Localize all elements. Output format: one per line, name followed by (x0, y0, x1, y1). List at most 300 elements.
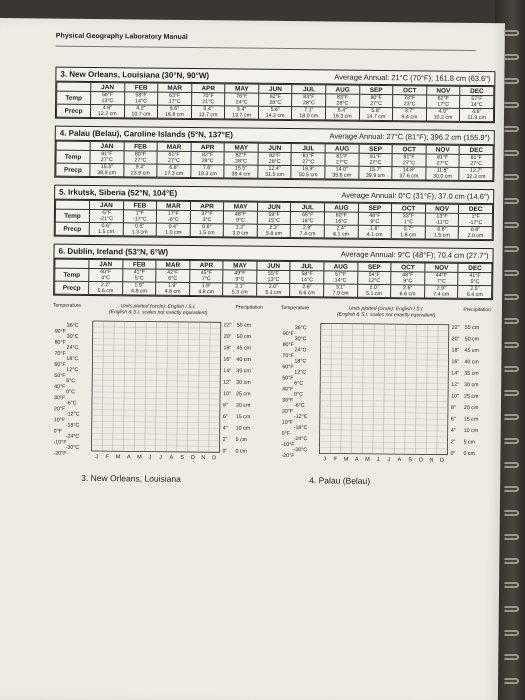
month-initial: A (354, 456, 359, 463)
temp-f: 81°F (369, 153, 382, 160)
temp-cell (460, 95, 494, 108)
month-header: JUL (291, 203, 325, 212)
temp-tick-c: -12°C (65, 411, 80, 418)
temp-c: 5°C (134, 275, 144, 282)
temp-cell (124, 151, 158, 164)
temp-c: 12°C (368, 277, 381, 284)
precip-cm: 10.7 cm (131, 111, 151, 118)
temp-cell (257, 270, 291, 283)
station-name: 5. Irkutsk, Siberia (52°N, 104°E) (59, 187, 178, 198)
temp-f: 57°F (471, 95, 483, 103)
precip-in: 12.7" (469, 167, 483, 175)
temp-cell (391, 272, 425, 285)
temp-c: 14°C (301, 277, 313, 284)
temp-c: 28°C (268, 158, 281, 165)
precip-cm: 6.4 cm (466, 291, 483, 299)
temp-tick-f: 20°F (53, 406, 66, 413)
temp-f: 37°F (201, 211, 213, 218)
spiral-ring (503, 294, 519, 300)
temp-f: 70°F (202, 93, 214, 100)
temp-f: 81°F (470, 154, 482, 162)
temp-tick-c: -6°C (65, 400, 77, 407)
precip-in: 2.6" (403, 285, 413, 292)
precip-tick-in: 14" (223, 368, 232, 375)
precip-tick-cm: 35 cm (464, 370, 479, 377)
temp-f: -5°F (101, 210, 112, 217)
precip-in: 2.4" (336, 225, 346, 232)
month-header: AUG (326, 85, 360, 94)
precip-tick-cm: 55 cm (464, 324, 480, 332)
spiral-ring (503, 486, 519, 492)
precip-cell (89, 281, 123, 294)
temp-c: -11°C (435, 219, 449, 226)
month-header: NOV (426, 145, 460, 154)
temp-c: 23°C (403, 101, 416, 108)
temp-row-label: Temp (55, 209, 89, 222)
precip-cell (325, 107, 359, 120)
temp-c: -21°C (99, 216, 114, 223)
precip-cm: 2.0 cm (467, 232, 484, 240)
temp-tick-f: 50°F (282, 375, 294, 382)
temp-tick-f: -10°F (53, 439, 67, 446)
month-initial: M (365, 456, 370, 463)
month-header: NOV (426, 86, 460, 95)
temp-f: 57°F (335, 271, 347, 278)
temp-cell (122, 269, 156, 282)
temp-tick-f: 60°F (282, 364, 294, 371)
month-header: MAR (157, 142, 191, 151)
spiral-ring (503, 390, 519, 396)
temp-cell (290, 271, 324, 284)
precip-cm: 37.6 cm (399, 173, 419, 180)
temp-tick-c: -6°C (293, 402, 305, 409)
station-table (53, 244, 494, 301)
temp-tick-f: 10°F (281, 419, 294, 426)
spiral-ring (503, 174, 519, 180)
precip-in: 9.4" (135, 164, 145, 171)
precip-tick-in: 10" (223, 391, 231, 398)
precip-cm: 6.6 cm (399, 291, 416, 298)
temp-f: 65°F (302, 212, 314, 219)
spiral-ring (503, 510, 519, 516)
month-header: JUN (258, 143, 292, 152)
temp-c: 27°C (302, 159, 315, 166)
month-header: FEB (123, 201, 157, 210)
temp-c: 1°C (403, 219, 413, 226)
month-initial: N (201, 455, 206, 462)
precip-tick-in: 6" (450, 416, 456, 423)
temp-tick-c: 36°C (294, 325, 307, 332)
precip-in: 1.9" (167, 282, 178, 289)
temp-c: 27°C (403, 160, 415, 167)
temp-f: 83°F (336, 94, 349, 101)
precip-cell (460, 108, 494, 121)
precip-in: 19.9" (302, 166, 315, 173)
temp-f: 41°F (133, 269, 145, 276)
precip-cm: 7.4 cm (299, 231, 316, 238)
precip-cm: 1.5 cm (98, 229, 115, 236)
precip-tick-cm: 40 cm (464, 359, 479, 366)
precip-cell (359, 107, 393, 120)
temp-f: 42°F (167, 269, 179, 276)
climograph-row (51, 303, 493, 488)
precip-cm: 39.4 cm (231, 171, 251, 178)
temp-f: 40°F (99, 269, 112, 276)
temp-tick-c: 12°C (294, 369, 307, 376)
climograph-grid[interactable] (279, 319, 491, 471)
precip-cm: 5.8 cm (265, 230, 282, 237)
station-name: 6. Dublin, Ireland (53°N, 6°W) (58, 246, 169, 257)
month-header: JUL (292, 85, 326, 94)
precip-in: 0.8" (470, 226, 481, 234)
precip-cm: 3.0 cm (232, 230, 249, 237)
precip-tick-cm: 40 cm (236, 356, 251, 364)
temp-c: 21°C (202, 99, 215, 106)
temp-f: 48°F (234, 211, 247, 218)
precip-in: 0.6" (101, 223, 111, 230)
temp-cell (393, 95, 427, 108)
spiral-ring (503, 222, 519, 228)
precip-tick-in: 18" (451, 347, 460, 354)
precip-cell (90, 163, 124, 176)
month-header: SEP (359, 85, 393, 94)
precip-tick-in: 12" (223, 379, 232, 386)
climate-table (55, 200, 493, 241)
temp-tick-c: -30°C (293, 447, 308, 454)
temp-cell (392, 154, 426, 167)
temp-c: 27°C (370, 100, 382, 108)
temp-f: 82°F (269, 152, 281, 159)
precip-cm: 10.2 cm (433, 114, 453, 121)
temp-cell (257, 211, 291, 224)
precip-cell (325, 166, 359, 179)
precip-cell (258, 106, 292, 119)
precip-cell (393, 108, 427, 121)
temp-f: 49°F (234, 270, 246, 277)
precip-tick-cm: 50 cm (464, 336, 480, 343)
temp-tick-c: 36°C (66, 322, 79, 329)
precip-cm: 14.7 cm (366, 113, 386, 121)
month-initial: A (126, 454, 131, 461)
temp-f: 60°F (335, 212, 347, 219)
station-table (54, 126, 495, 183)
month-header: FEB (124, 142, 158, 151)
temp-c: 17°C (437, 101, 450, 108)
precip-cm: 17.3 cm (164, 170, 184, 177)
station-table (54, 185, 495, 242)
precip-in: 1.2" (235, 224, 246, 231)
precip-tick-in: 0" (222, 448, 228, 455)
spiral-ring (503, 318, 519, 324)
precip-in: 6.8" (169, 164, 179, 171)
precip-cell (358, 166, 392, 179)
temp-f: 55°F (267, 270, 280, 277)
precip-tick-cm: 0 cm (463, 450, 475, 457)
precip-tick-in: 2" (450, 439, 456, 446)
temp-c: 28°C (302, 100, 315, 107)
temp-cell (392, 213, 426, 226)
month-header: MAY (223, 261, 257, 270)
station-name: 3. New Orleans, Louisiana (30°N, 90°W) (60, 69, 210, 81)
precip-cm: 1.0 cm (165, 229, 182, 236)
month-header: MAR (157, 201, 191, 210)
spiral-ring (503, 126, 519, 132)
station-table (55, 67, 496, 124)
temp-c: 13°C (267, 276, 280, 283)
precip-tick-in: 0" (450, 450, 456, 457)
temp-f: 80°F (370, 94, 382, 102)
temp-cell (426, 95, 460, 108)
temp-cell (459, 154, 493, 167)
temp-f: 73°F (404, 95, 416, 102)
precip-tick-in: 10" (451, 393, 459, 400)
manual-header: Physical Geography Laboratory Manual (56, 33, 476, 51)
temp-cell (190, 211, 224, 224)
month-header: SEP (357, 262, 391, 271)
temp-c: 27°C (167, 157, 180, 164)
precip-tick-in: 4" (222, 425, 228, 432)
precip-cm: 13.7 cm (232, 112, 252, 119)
month-initial: O (418, 457, 423, 464)
temp-f: 44°F (435, 272, 448, 279)
temp-f: 48°F (402, 272, 414, 279)
temp-f: 33°F (402, 213, 415, 220)
temp-c: 28°C (336, 100, 349, 107)
precip-tick-cm: 20 cm (235, 402, 251, 409)
precip-cell (157, 164, 191, 177)
temp-cell (357, 271, 391, 284)
precip-cell (89, 222, 123, 235)
precip-cell (256, 283, 290, 296)
precip-cell (424, 285, 458, 298)
precip-cm: 7.9 cm (332, 290, 349, 297)
temp-c: 17°C (168, 98, 181, 105)
spiral-ring (503, 30, 519, 36)
month-initial: F (333, 456, 338, 463)
precip-cell (459, 167, 493, 180)
spiral-ring (503, 558, 519, 564)
temp-c: 27°C (335, 159, 348, 166)
precip-in: 2.5" (470, 285, 480, 293)
temp-c: 9°C (236, 217, 245, 224)
precip-cm: 4.1 cm (366, 231, 383, 239)
temp-tick-f: 30°F (53, 395, 66, 402)
precip-cm: 7.4 cm (433, 291, 450, 298)
precip-cm: 6.6 cm (298, 290, 315, 297)
climograph-grid[interactable] (51, 317, 263, 469)
precip-cell (459, 226, 493, 239)
temp-tick-f: 90°F (282, 330, 294, 338)
precip-tick-in: 22" (223, 322, 232, 329)
precip-cm: 9.4 cm (401, 114, 418, 121)
temp-c: 28°C (235, 158, 248, 165)
precip-row-label: Precp (56, 163, 90, 176)
temp-cell (91, 91, 125, 104)
temperature-axis-header: Temperature (52, 302, 82, 309)
precip-cell (290, 284, 324, 297)
spiral-ring (503, 342, 519, 348)
precip-cm: 39.9 cm (365, 172, 385, 180)
temp-c: 27°C (369, 159, 382, 167)
precip-cell (258, 165, 292, 178)
temp-c: 27°C (134, 157, 147, 164)
temp-f: 81°F (436, 154, 449, 161)
month-initial: A (169, 454, 174, 461)
precip-cell (156, 223, 190, 236)
precip-in: 1.9" (201, 283, 211, 290)
spiral-ring (503, 534, 519, 540)
month-initial: M (115, 454, 121, 461)
temp-cell (324, 212, 358, 225)
precip-cell (425, 226, 459, 239)
precip-cm: 4.8 cm (164, 288, 181, 295)
precip-cm: 14.2 cm (265, 112, 285, 119)
month-initial: D (440, 457, 445, 464)
precip-in: 6.4" (337, 107, 348, 114)
precip-cm: 38.9 cm (97, 170, 117, 177)
precip-in: 6.6" (169, 105, 180, 112)
precip-tick-in: 18" (223, 345, 232, 352)
temp-c: 9°C (403, 278, 413, 285)
precip-cell (224, 224, 258, 237)
precip-cell (191, 165, 225, 178)
temp-cell (89, 209, 123, 222)
precip-in: 5.6" (270, 106, 280, 113)
month-initial: A (397, 457, 402, 464)
precip-tick-cm: 45 cm (464, 347, 480, 354)
spiral-ring (503, 102, 519, 108)
precip-cm: 23.9 cm (130, 170, 150, 177)
temp-cell (223, 270, 257, 283)
climograph-caption: 4. Palau (Belau) (309, 475, 371, 486)
month-initial: D (212, 455, 217, 462)
precip-cell (324, 284, 358, 297)
precip-cell (458, 285, 492, 298)
temp-cell (458, 272, 492, 285)
precip-in: 2.2" (100, 282, 111, 289)
precip-cell (122, 282, 156, 295)
precip-cm: 6.1 cm (333, 231, 350, 238)
climograph-palau (279, 305, 491, 487)
spiral-ring (503, 678, 519, 684)
temp-c: 6°C (168, 275, 178, 282)
temp-tick-c: 6°C (294, 380, 304, 387)
month-initial: M (137, 454, 142, 461)
precip-in: 0.6" (437, 226, 447, 233)
temp-tick-f: 70°F (282, 353, 294, 360)
temp-cell (426, 154, 460, 167)
precip-tick-cm: 5 cm (235, 437, 248, 444)
precip-tick-cm: 5 cm (463, 439, 476, 446)
month-header: FEB (122, 260, 156, 269)
spiral-ring (503, 654, 519, 660)
precip-in: 5.4" (236, 106, 247, 113)
temp-f: 45°F (200, 270, 213, 277)
spiral-ring (503, 198, 519, 204)
precip-tick-cm: 25 cm (236, 391, 251, 398)
temp-f: 62°F (437, 95, 449, 102)
precip-tick-in: 16" (451, 359, 460, 366)
temp-f: 82°F (269, 93, 282, 100)
temp-tick-f: 20°F (281, 408, 294, 415)
temp-c: 28°C (269, 99, 282, 106)
precip-tick-cm: 15 cm (463, 416, 479, 423)
temp-c: 13°C (101, 98, 114, 105)
month-header: SEP (358, 203, 392, 212)
workbook-page (0, 18, 505, 700)
precip-in: 2.6" (302, 284, 312, 291)
month-header: JAN (90, 141, 124, 150)
temp-tick-f: 60°F (54, 361, 66, 368)
precip-in: 4.2" (136, 105, 146, 112)
temp-tick-c: -24°C (65, 433, 80, 440)
precip-tick-in: 4" (450, 427, 456, 434)
precip-cell (291, 166, 325, 179)
precip-cm: 4.8 cm (131, 288, 147, 295)
climograph-caption: 3. New Orleans, Louisiana (81, 472, 181, 484)
precip-tick-cm: 15 cm (235, 414, 251, 421)
temp-cell (292, 94, 326, 107)
temp-f: 81°F (302, 153, 314, 160)
month-header: FEB (124, 83, 158, 92)
temp-row-label: Temp (55, 268, 89, 281)
precip-in: 5.4" (203, 106, 213, 113)
temp-tick-c: 18°C (294, 358, 307, 365)
precip-cm: 32.3 cm (466, 173, 486, 181)
precip-tick-cm: 10 cm (235, 425, 251, 432)
temp-f: 17°F (167, 210, 180, 217)
precip-cm: 5.1 cm (265, 289, 282, 296)
month-initial: M (343, 456, 349, 463)
temp-c: 18°C (301, 218, 314, 225)
temp-c: 16°C (335, 218, 348, 225)
temp-tick-f: 0°F (53, 428, 63, 435)
precip-in: 7.6" (202, 165, 213, 172)
precip-tick-cm: 10 cm (463, 427, 479, 435)
precip-cm: 30.0 cm (432, 173, 452, 180)
precip-tick-cm: 25 cm (464, 393, 479, 400)
annual-average: Average Annual: 0°C (31°F); 37.0 cm (14.6") (341, 190, 490, 202)
month-header: NOV (425, 204, 459, 213)
precip-tick-cm: 0 cm (235, 448, 247, 455)
precip-tick-cm: 55 cm (236, 322, 252, 329)
precip-cell (90, 104, 124, 117)
month-header: DEC (460, 86, 494, 95)
units-note: Units plotted (circle): English / S.I. (348, 305, 424, 313)
precip-tick-in: 2" (222, 436, 228, 443)
temp-cell (359, 153, 393, 166)
units-note-2: (English & S.I. scales not exactly equivalent) (108, 309, 208, 317)
units-note-2: (English & S.I. scales not exactly equivalent) (336, 311, 436, 319)
precip-in: 2.1" (235, 283, 245, 290)
temp-cell (359, 94, 393, 107)
temp-tick-f: 70°F (54, 350, 66, 357)
temp-c: 3°C (202, 217, 212, 224)
temp-f: 58°F (301, 271, 313, 278)
month-header: MAY (224, 143, 258, 152)
station-name: 4. Palau (Belau), Caroline Islands (5°N, 137°E) (59, 128, 233, 140)
precip-cell (223, 283, 257, 296)
precip-cell (426, 167, 460, 180)
temp-cell (191, 152, 225, 165)
month-header: APR (190, 260, 224, 269)
temp-cell (224, 152, 258, 165)
temp-c: 14°C (470, 101, 483, 109)
temp-tick-c: -24°C (293, 436, 308, 443)
precip-cell (392, 167, 426, 180)
precip-tick-in: 16" (223, 356, 232, 363)
precip-cm: 11.9 cm (467, 114, 486, 122)
